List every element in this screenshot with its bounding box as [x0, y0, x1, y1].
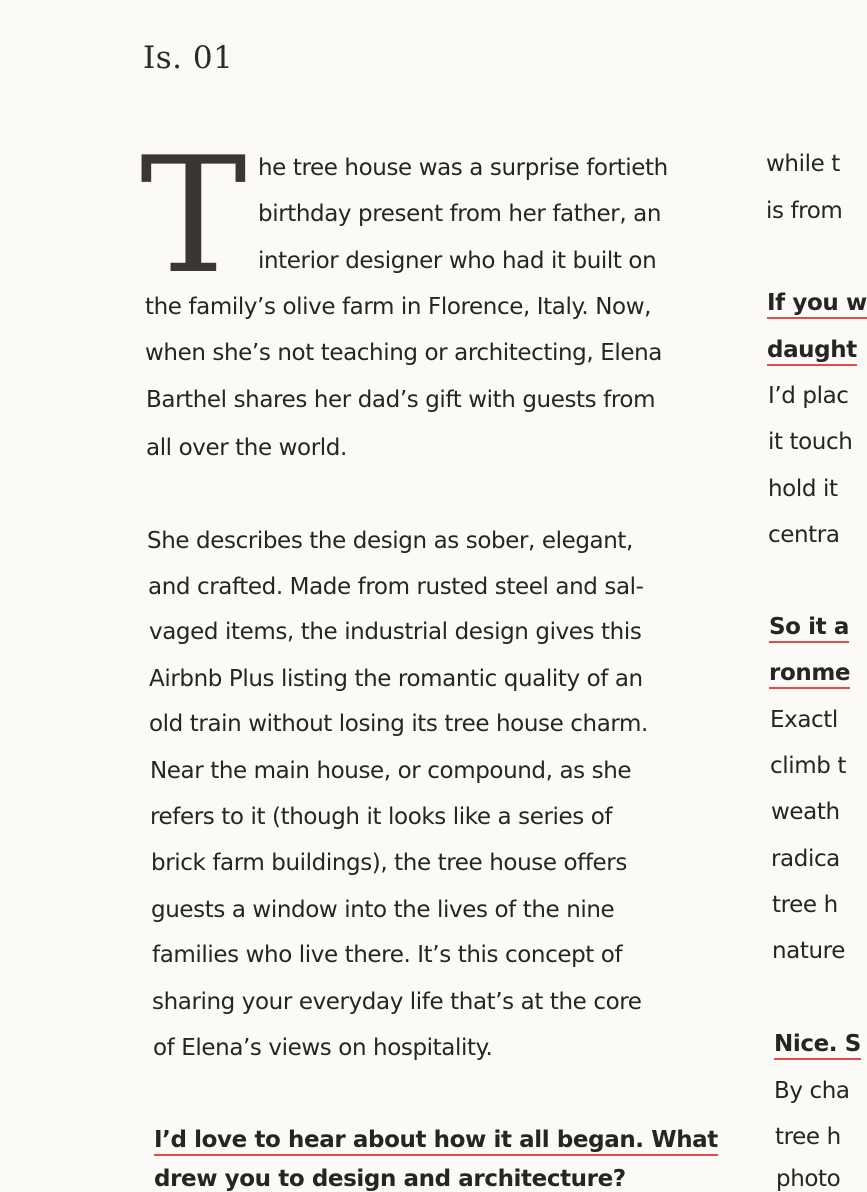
body-line: tree h — [772, 892, 838, 918]
body-line: all over the world. — [146, 435, 347, 461]
body-line: I’d plac — [768, 383, 849, 409]
body-line: is from — [766, 198, 843, 224]
body-line: radica — [771, 846, 840, 872]
drop-cap: T — [140, 122, 247, 309]
body-line: photo — [776, 1166, 841, 1192]
body-line: the family’s olive farm in Florence, Italy. Now, — [145, 294, 652, 320]
body-line: vaged items, the industrial design gives this — [149, 619, 642, 645]
interview-question: Nice. S — [774, 1033, 861, 1060]
body-line: brick farm buildings), the tree house offers — [151, 850, 627, 876]
body-line: weath — [771, 799, 840, 825]
body-line: Barthel shares her dad’s gift with guests from — [146, 387, 656, 413]
body-line: birthday present from her father, an — [258, 201, 662, 227]
body-line: families who live there. It’s this concept of — [152, 942, 623, 968]
body-line: By cha — [774, 1078, 850, 1104]
body-line: old train without losing its tree house charm. — [149, 711, 648, 737]
body-line: he tree house was a surprise fortieth — [258, 155, 668, 181]
body-line: hold it — [768, 476, 838, 502]
issue-label: Is. 01 — [143, 40, 234, 76]
body-line: She describes the design as sober, elegant, — [147, 528, 633, 554]
body-line: nature — [772, 938, 845, 964]
body-line: it touch — [768, 429, 853, 455]
body-line: tree h — [775, 1124, 841, 1150]
body-line: centra — [768, 522, 840, 548]
body-line: guests a window into the lives of the nine — [151, 897, 615, 923]
interview-question: If you w — [767, 292, 867, 319]
interview-question: drew you to design and architecture? — [154, 1166, 626, 1192]
interview-question: daught — [767, 339, 857, 366]
body-line: climb t — [770, 753, 846, 779]
body-line: when she’s not teaching or architecting, Elena — [145, 340, 662, 366]
interview-question: I’d love to hear about how it all began. What — [154, 1129, 718, 1156]
body-line: Airbnb Plus listing the romantic quality of an — [149, 666, 643, 692]
body-line: refers to it (though it looks like a series of — [150, 804, 613, 830]
body-line: while t — [766, 151, 840, 177]
body-line: interior designer who had it built on — [258, 248, 657, 274]
body-line: Near the main house, or compound, as she — [150, 758, 632, 784]
interview-question: So it a — [769, 616, 849, 643]
interview-question: ronme — [769, 662, 850, 689]
body-line: sharing your everyday life that’s at the core — [152, 989, 642, 1015]
body-line: Exactl — [770, 707, 838, 733]
body-line: of Elena’s views on hospitality. — [153, 1035, 493, 1061]
body-line: and crafted. Made from rusted steel and sal- — [148, 574, 644, 600]
